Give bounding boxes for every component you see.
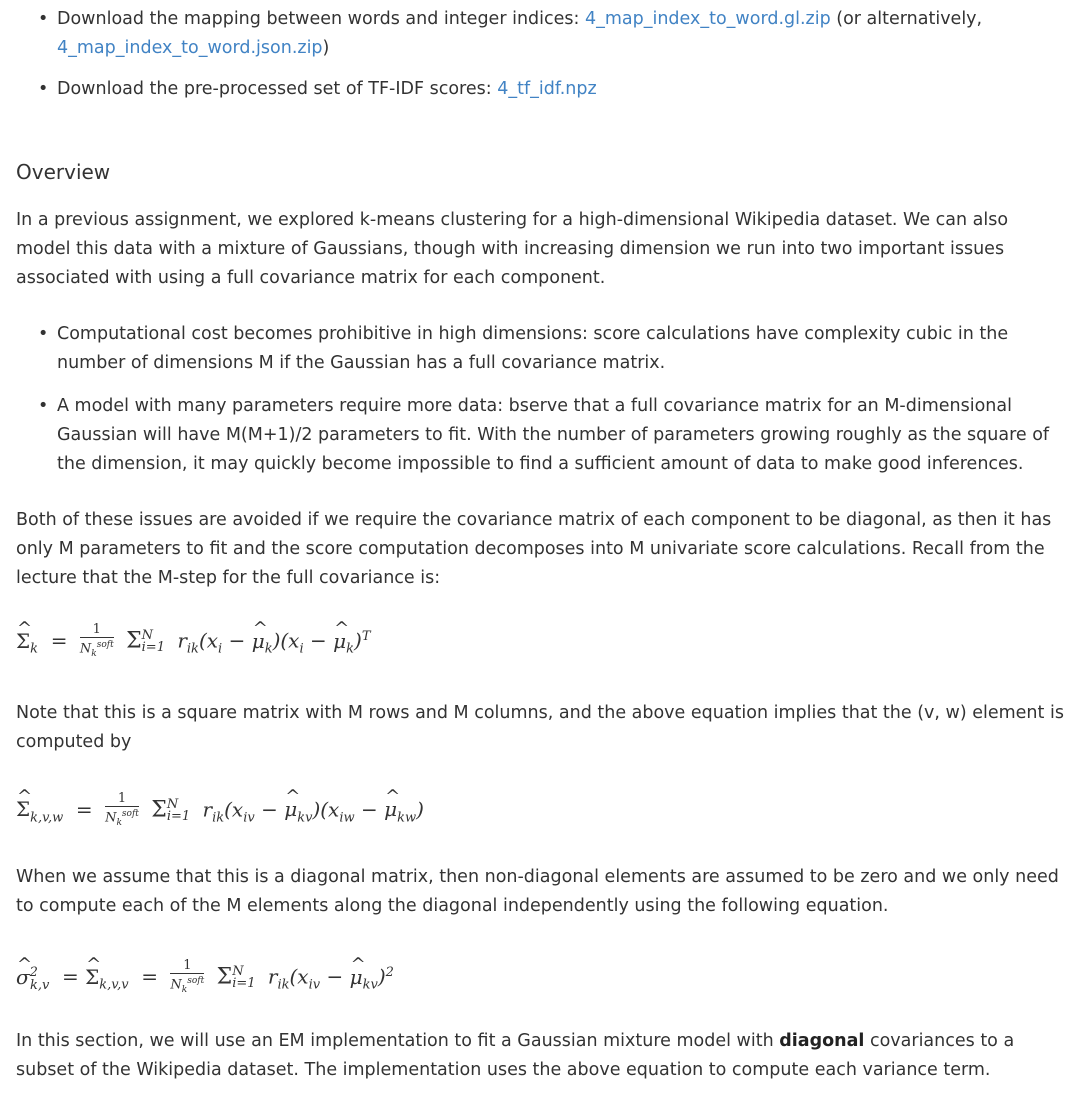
list-item: • Download the pre-processed set of TF-IDF scores: 4_tf_idf.npz [16, 75, 1065, 104]
paragraph-intro: In a previous assignment, we explored k-means clustering for a high-dimensional Wikipedia dataset. We can also model this data with a mixture of Gaussians, though with increasing dimension we run into two important issues associated with using a full covariance matrix for each component. [16, 210, 1009, 288]
list-item: • Download the mapping between words and integer indices: 4_map_index_to_word.gl.zip (or alternatively, 4_map_index_to_word.json.zip) [16, 5, 1065, 63]
map-index-gl-link[interactable]: 4_map_index_to_word.gl.zip [584, 9, 831, 29]
section-heading: Overview [16, 160, 111, 184]
download-list [16, 5, 1065, 104]
bold-diagonal: diagonal [779, 1031, 865, 1051]
equation-variance: ^ $\sigma^2_{k,v}$ = ^ $\Sigma_{k,v,v}$ = $\frac{1}{N_k^{soft}}$ ΣN i=1 $r_{ik}(x_{iv}$ − ^ $\mu_{kv})^2$ [16, 958, 394, 1000]
paragraph-vw-element: Note that this is a square matrix with M rows and M columns, and the above equation implies that the (v, w) element is computed by [16, 703, 1064, 752]
list-item: • Computational cost becomes prohibitive in high dimensions: score calculations have complexity cubic in the number of dimensions M if the Gaussian has a full covariance matrix. [16, 320, 1065, 378]
list-item: • A model with many parameters require more data: bserve that a full covariance matrix for an M-dimensional Gaussian will have M(M+1)/2 parameters to fit. With the number of parameters growing roughly as the square of the dimension, it may quickly become impossible to find a sufficient amount of data to make good inferences. [16, 392, 1065, 479]
equation-vw-element: ^ $\Sigma_{k,v,w}$ = $\frac{1}{N_k^{soft}}$ ΣN i=1 $r_{ik}(x_{iv}$ − ^ $\mu_{kv})(x_{iw}$ − ^ $\mu_{kw}$) [16, 792, 424, 832]
tf-idf-link[interactable]: 4_tf_idf.npz [497, 79, 597, 99]
paragraph-diagonal: Both of these issues are avoided if we require the covariance matrix of each component to be diagonal, as then it has only M parameters to fit and the score computation decomposes into M univariate score calculations. Recall from the lecture that the M-step for the full covariance is: [16, 510, 1052, 588]
equation-full-covariance: ^ $\Sigma_k$ = $\frac{1}{N_k^{soft}}$ ΣN i=1 $r_{ik}(x_i$ − ^ $\mu_k)(x_i$ − ^ $\mu_k)^T$ [16, 622, 371, 664]
map-index-json-link[interactable]: 4_map_index_to_word.json.zip [57, 38, 323, 58]
paragraph-em-section: In this section, we will use an EM implementation to fit a Gaussian mixture model with diagonal covariances to a subset of the Wikipedia dataset. The implementation uses the above equation to compute each variance term. [16, 1031, 1015, 1080]
issues-list [16, 320, 1065, 479]
paragraph-diagonal-elements: When we assume that this is a diagonal matrix, then non-diagonal elements are assumed to be zero and we only need to compute each of the M elements along the diagonal independently using the following equation. [16, 867, 1059, 916]
